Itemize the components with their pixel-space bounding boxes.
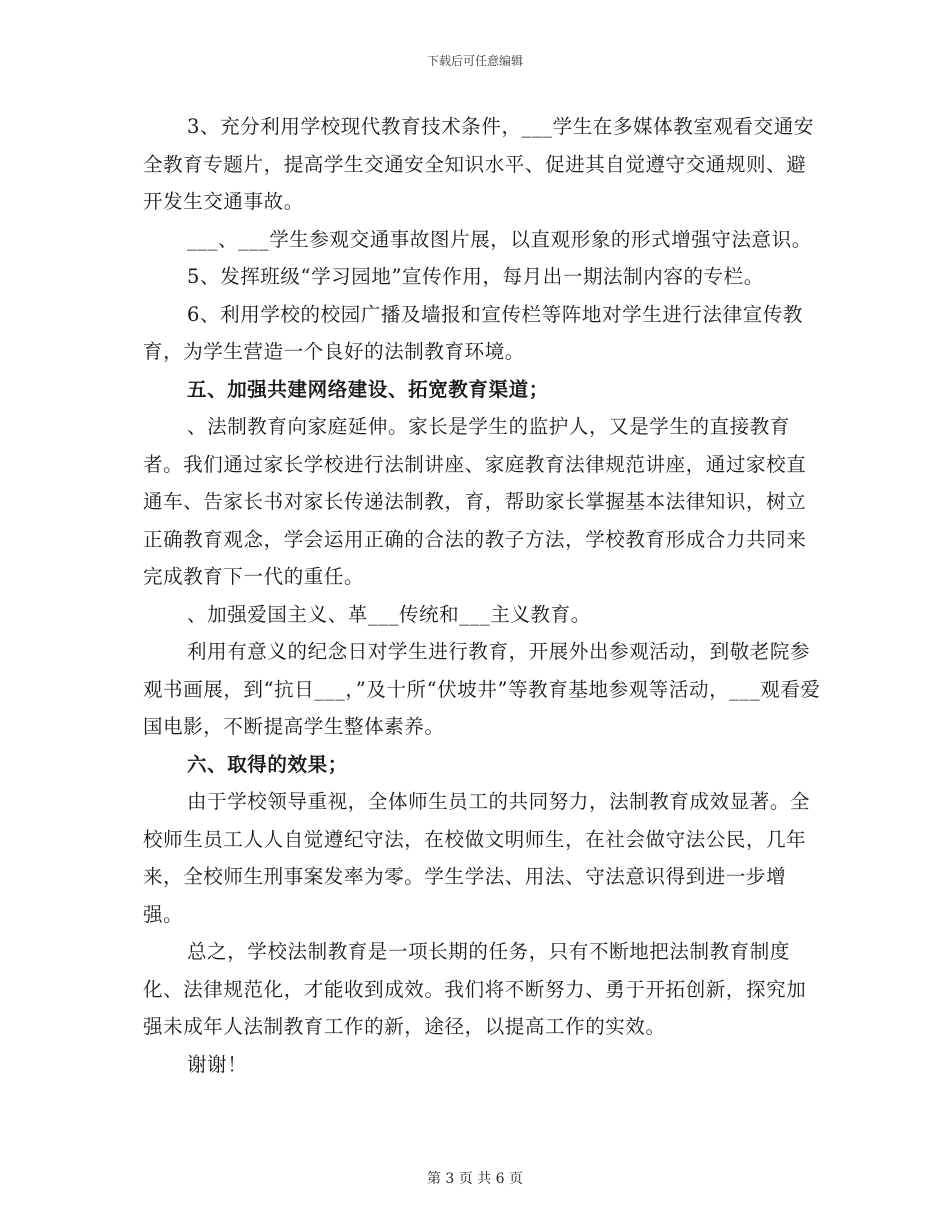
paragraph-patriotism: 、加强爱国主义、革___传统和___主义教育。 — [187, 602, 591, 626]
paragraph-results: 由于学校领导重视，全体师生员工的共同努力，法制教育成效显著。全校师生员工人人自觉遵纪守法，在校做文明师生，在社会做守法公民，几年来，全校师生刑事案发率为零。学生学法、用法、守法意识得到进一步增强。 — [143, 790, 811, 926]
section-heading-6: 六、取得的效果； — [187, 752, 348, 776]
paragraph-family-extension: 、法制教育向家庭延伸。家长是学生的监护人，又是学生的直接教育者。我们通过家长学校进行法制讲座、家庭教育法律规范讲座，通过家校直通车、告家长书对家长传递法制教，育，帮助家长掌握基本法律知识，树立正确教育观念，学会运用正确的合法的教子方法，学校教育形成合力共同来完成教育下一代的重任。 — [143, 415, 807, 588]
paragraph-memorial-days: 利用有意义的纪念日对学生进行教育，开展外出参观活动，到敬老院参观书画展，到“抗日___，”及十所“伏坡井”等教育基地参观等活动，___观看爱国电影，不断提高学生整体素养。 — [143, 640, 821, 738]
section-heading-5: 五、加强共建网络建设、拓宽教育渠道； — [187, 377, 549, 401]
paragraph-item-5: 5、发挥班级“学习园地”宣传作用，每月出一期法制内容的专栏。 — [187, 265, 764, 288]
paragraph-item-4: ___、___学生参观交通事故图片展，以直观形象的形式增强守法意识。 — [187, 227, 812, 251]
page-footer: 第 3 页 共 6 页 — [426, 1171, 524, 1187]
page-header: 下载后可任意编辑 — [426, 54, 523, 68]
paragraph-item-3: 3、充分利用学校现代教育技术条件，___学生在多媒体教室观看交通安全教育专题片，提高学生交通安全知识水平、促进其自觉遵守交通规则、避开发生交通事故。 — [143, 115, 814, 213]
paragraph-summary: 总之，学校法制教育是一项长期的任务，只有不断地把法制教育制度化、法律规范化，才能收到成效。我们将不断努力、勇于开拓创新，探究加强未成年人法制教育工作的新，途径，以提高工作的实效。 — [143, 940, 807, 1038]
document-body — [143, 108, 823, 1083]
paragraph-thanks: 谢谢！ — [187, 1052, 248, 1076]
paragraph-item-6: 6、利用学校的校园广播及墙报和宣传栏等阵地对学生进行法律宣传教育，为学生营造一个良好的法制教育环境。 — [143, 302, 804, 363]
